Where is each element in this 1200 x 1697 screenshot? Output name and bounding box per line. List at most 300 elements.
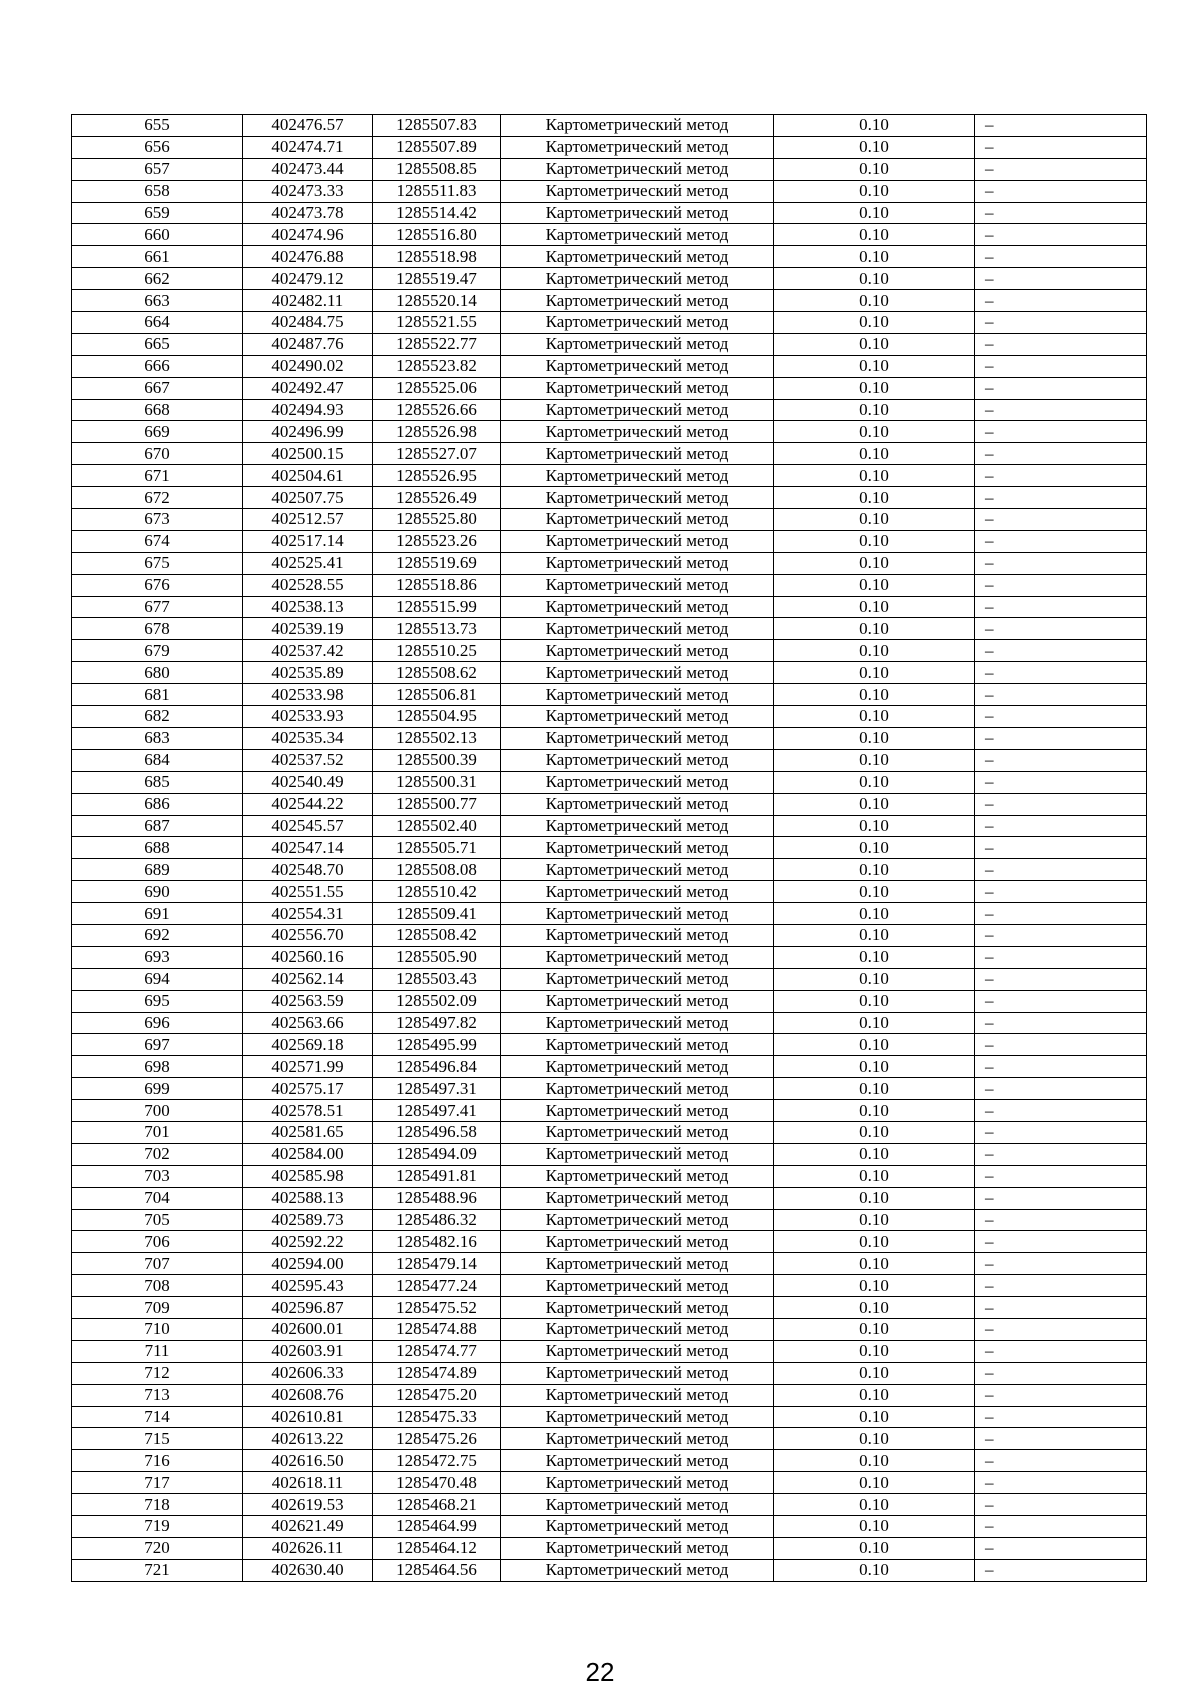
formula-cell: – <box>975 990 1147 1012</box>
x-coordinate-cell: 402538.13 <box>243 596 373 618</box>
page-number: 22 <box>585 1657 615 1687</box>
point-number-cell: 660 <box>72 224 243 246</box>
method-cell: Картометрический метод <box>501 1012 774 1034</box>
accuracy-cell: 0.10 <box>774 1362 975 1384</box>
x-coordinate-cell: 402578.51 <box>243 1100 373 1122</box>
method-cell: Картометрический метод <box>501 333 774 355</box>
x-coordinate-cell: 402476.88 <box>243 246 373 268</box>
y-coordinate-cell: 1285506.81 <box>373 684 501 706</box>
x-coordinate-cell: 402473.33 <box>243 180 373 202</box>
y-coordinate-cell: 1285514.42 <box>373 202 501 224</box>
accuracy-cell: 0.10 <box>774 1297 975 1319</box>
x-coordinate-cell: 402585.98 <box>243 1165 373 1187</box>
y-coordinate-cell: 1285522.77 <box>373 333 501 355</box>
formula-cell: – <box>975 1253 1147 1275</box>
y-coordinate-cell: 1285475.52 <box>373 1297 501 1319</box>
table-row <box>72 312 1147 334</box>
point-number-cell: 683 <box>72 727 243 749</box>
accuracy-cell: 0.10 <box>774 662 975 684</box>
x-coordinate-cell: 402547.14 <box>243 837 373 859</box>
x-coordinate-cell: 402537.52 <box>243 749 373 771</box>
y-coordinate-cell: 1285505.71 <box>373 837 501 859</box>
method-cell: Картометрический метод <box>501 1121 774 1143</box>
y-coordinate-cell: 1285502.13 <box>373 727 501 749</box>
point-number-cell: 695 <box>72 990 243 1012</box>
accuracy-cell: 0.10 <box>774 793 975 815</box>
formula-cell: – <box>975 530 1147 552</box>
formula-cell: – <box>975 903 1147 925</box>
method-cell: Картометрический метод <box>501 421 774 443</box>
point-number-cell: 673 <box>72 509 243 531</box>
x-coordinate-cell: 402596.87 <box>243 1297 373 1319</box>
x-coordinate-cell: 402517.14 <box>243 530 373 552</box>
accuracy-cell: 0.10 <box>774 859 975 881</box>
x-coordinate-cell: 402482.11 <box>243 290 373 312</box>
method-cell: Картометрический метод <box>501 312 774 334</box>
formula-cell: – <box>975 1143 1147 1165</box>
method-cell: Картометрический метод <box>501 443 774 465</box>
method-cell: Картометрический метод <box>501 1275 774 1297</box>
x-coordinate-cell: 402512.57 <box>243 509 373 531</box>
y-coordinate-cell: 1285510.42 <box>373 881 501 903</box>
x-coordinate-cell: 402589.73 <box>243 1209 373 1231</box>
x-coordinate-cell: 402528.55 <box>243 574 373 596</box>
table-row <box>72 1165 1147 1187</box>
method-cell: Картометрический метод <box>501 1143 774 1165</box>
method-cell: Картометрический метод <box>501 509 774 531</box>
method-cell: Картометрический метод <box>501 552 774 574</box>
method-cell: Картометрический метод <box>501 1537 774 1559</box>
x-coordinate-cell: 402563.66 <box>243 1012 373 1034</box>
point-number-cell: 670 <box>72 443 243 465</box>
formula-cell: – <box>975 946 1147 968</box>
accuracy-cell: 0.10 <box>774 618 975 640</box>
accuracy-cell: 0.10 <box>774 202 975 224</box>
point-number-cell: 669 <box>72 421 243 443</box>
y-coordinate-cell: 1285464.99 <box>373 1516 501 1538</box>
point-number-cell: 689 <box>72 859 243 881</box>
y-coordinate-cell: 1285502.09 <box>373 990 501 1012</box>
table-row <box>72 136 1147 158</box>
point-number-cell: 694 <box>72 968 243 990</box>
formula-cell: – <box>975 596 1147 618</box>
accuracy-cell: 0.10 <box>774 903 975 925</box>
accuracy-cell: 0.10 <box>774 224 975 246</box>
point-number-cell: 714 <box>72 1406 243 1428</box>
method-cell: Картометрический метод <box>501 136 774 158</box>
table-row <box>72 793 1147 815</box>
formula-cell: – <box>975 1275 1147 1297</box>
y-coordinate-cell: 1285486.32 <box>373 1209 501 1231</box>
y-coordinate-cell: 1285508.42 <box>373 924 501 946</box>
x-coordinate-cell: 402581.65 <box>243 1121 373 1143</box>
table-row <box>72 968 1147 990</box>
table-row <box>72 1297 1147 1319</box>
table-row <box>72 1559 1147 1581</box>
method-cell: Картометрический метод <box>501 1472 774 1494</box>
point-number-cell: 702 <box>72 1143 243 1165</box>
y-coordinate-cell: 1285513.73 <box>373 618 501 640</box>
point-number-cell: 707 <box>72 1253 243 1275</box>
table-row <box>72 290 1147 312</box>
accuracy-cell: 0.10 <box>774 1078 975 1100</box>
y-coordinate-cell: 1285479.14 <box>373 1253 501 1275</box>
point-number-cell: 699 <box>72 1078 243 1100</box>
x-coordinate-cell: 402563.59 <box>243 990 373 1012</box>
formula-cell: – <box>975 1428 1147 1450</box>
method-cell: Картометрический метод <box>501 1318 774 1340</box>
table-row <box>72 1034 1147 1056</box>
y-coordinate-cell: 1285488.96 <box>373 1187 501 1209</box>
table-row <box>72 881 1147 903</box>
point-number-cell: 678 <box>72 618 243 640</box>
table-row <box>72 421 1147 443</box>
table-row <box>72 706 1147 728</box>
x-coordinate-cell: 402537.42 <box>243 640 373 662</box>
y-coordinate-cell: 1285511.83 <box>373 180 501 202</box>
formula-cell: – <box>975 968 1147 990</box>
point-number-cell: 680 <box>72 662 243 684</box>
y-coordinate-cell: 1285518.86 <box>373 574 501 596</box>
table-row <box>72 946 1147 968</box>
method-cell: Картометрический метод <box>501 749 774 771</box>
y-coordinate-cell: 1285507.83 <box>373 115 501 137</box>
formula-cell: – <box>975 640 1147 662</box>
x-coordinate-cell: 402621.49 <box>243 1516 373 1538</box>
y-coordinate-cell: 1285523.82 <box>373 355 501 377</box>
x-coordinate-cell: 402540.49 <box>243 771 373 793</box>
method-cell: Картометрический метод <box>501 859 774 881</box>
point-number-cell: 658 <box>72 180 243 202</box>
x-coordinate-cell: 402575.17 <box>243 1078 373 1100</box>
accuracy-cell: 0.10 <box>774 727 975 749</box>
point-number-cell: 721 <box>72 1559 243 1581</box>
method-cell: Картометрический метод <box>501 1253 774 1275</box>
method-cell: Картометрический метод <box>501 1384 774 1406</box>
formula-cell: – <box>975 202 1147 224</box>
formula-cell: – <box>975 1209 1147 1231</box>
y-coordinate-cell: 1285477.24 <box>373 1275 501 1297</box>
table-row <box>72 1318 1147 1340</box>
x-coordinate-cell: 402588.13 <box>243 1187 373 1209</box>
coordinates-table <box>71 114 1147 1582</box>
table-row <box>72 1537 1147 1559</box>
formula-cell: – <box>975 706 1147 728</box>
point-number-cell: 685 <box>72 771 243 793</box>
method-cell: Картометрический метод <box>501 1406 774 1428</box>
point-number-cell: 672 <box>72 487 243 509</box>
accuracy-cell: 0.10 <box>774 421 975 443</box>
table-row <box>72 443 1147 465</box>
formula-cell: – <box>975 290 1147 312</box>
formula-cell: – <box>975 180 1147 202</box>
point-number-cell: 666 <box>72 355 243 377</box>
formula-cell: – <box>975 749 1147 771</box>
accuracy-cell: 0.10 <box>774 115 975 137</box>
accuracy-cell: 0.10 <box>774 509 975 531</box>
y-coordinate-cell: 1285496.84 <box>373 1056 501 1078</box>
formula-cell: – <box>975 793 1147 815</box>
table-row <box>72 618 1147 640</box>
formula-cell: – <box>975 136 1147 158</box>
x-coordinate-cell: 402484.75 <box>243 312 373 334</box>
y-coordinate-cell: 1285516.80 <box>373 224 501 246</box>
x-coordinate-cell: 402560.16 <box>243 946 373 968</box>
formula-cell: – <box>975 443 1147 465</box>
formula-cell: – <box>975 771 1147 793</box>
table-row <box>72 115 1147 137</box>
x-coordinate-cell: 402592.22 <box>243 1231 373 1253</box>
table-row <box>72 1472 1147 1494</box>
y-coordinate-cell: 1285525.80 <box>373 509 501 531</box>
point-number-cell: 686 <box>72 793 243 815</box>
y-coordinate-cell: 1285464.56 <box>373 1559 501 1581</box>
formula-cell: – <box>975 312 1147 334</box>
formula-cell: – <box>975 1121 1147 1143</box>
table-row <box>72 158 1147 180</box>
accuracy-cell: 0.10 <box>774 290 975 312</box>
y-coordinate-cell: 1285474.88 <box>373 1318 501 1340</box>
method-cell: Картометрический метод <box>501 815 774 837</box>
formula-cell: – <box>975 1559 1147 1581</box>
x-coordinate-cell: 402594.00 <box>243 1253 373 1275</box>
table-row <box>72 1012 1147 1034</box>
x-coordinate-cell: 402608.76 <box>243 1384 373 1406</box>
formula-cell: – <box>975 1494 1147 1516</box>
accuracy-cell: 0.10 <box>774 312 975 334</box>
point-number-cell: 718 <box>72 1494 243 1516</box>
formula-cell: – <box>975 1450 1147 1472</box>
accuracy-cell: 0.10 <box>774 1034 975 1056</box>
point-number-cell: 668 <box>72 399 243 421</box>
point-number-cell: 698 <box>72 1056 243 1078</box>
formula-cell: – <box>975 268 1147 290</box>
point-number-cell: 711 <box>72 1340 243 1362</box>
point-number-cell: 704 <box>72 1187 243 1209</box>
y-coordinate-cell: 1285521.55 <box>373 312 501 334</box>
accuracy-cell: 0.10 <box>774 574 975 596</box>
method-cell: Картометрический метод <box>501 1559 774 1581</box>
accuracy-cell: 0.10 <box>774 1340 975 1362</box>
table-row <box>72 465 1147 487</box>
point-number-cell: 709 <box>72 1297 243 1319</box>
method-cell: Картометрический метод <box>501 355 774 377</box>
table-row <box>72 727 1147 749</box>
method-cell: Картометрический метод <box>501 990 774 1012</box>
y-coordinate-cell: 1285497.82 <box>373 1012 501 1034</box>
formula-cell: – <box>975 115 1147 137</box>
x-coordinate-cell: 402606.33 <box>243 1362 373 1384</box>
formula-cell: – <box>975 487 1147 509</box>
accuracy-cell: 0.10 <box>774 1143 975 1165</box>
point-number-cell: 715 <box>72 1428 243 1450</box>
y-coordinate-cell: 1285519.69 <box>373 552 501 574</box>
method-cell: Картометрический метод <box>501 618 774 640</box>
x-coordinate-cell: 402626.11 <box>243 1537 373 1559</box>
formula-cell: – <box>975 1472 1147 1494</box>
formula-cell: – <box>975 1406 1147 1428</box>
y-coordinate-cell: 1285494.09 <box>373 1143 501 1165</box>
formula-cell: – <box>975 574 1147 596</box>
x-coordinate-cell: 402600.01 <box>243 1318 373 1340</box>
table-row <box>72 487 1147 509</box>
table-row <box>72 1384 1147 1406</box>
accuracy-cell: 0.10 <box>774 1537 975 1559</box>
y-coordinate-cell: 1285474.89 <box>373 1362 501 1384</box>
y-coordinate-cell: 1285500.31 <box>373 771 501 793</box>
x-coordinate-cell: 402535.89 <box>243 662 373 684</box>
x-coordinate-cell: 402562.14 <box>243 968 373 990</box>
method-cell: Картометрический метод <box>501 115 774 137</box>
point-number-cell: 716 <box>72 1450 243 1472</box>
y-coordinate-cell: 1285507.89 <box>373 136 501 158</box>
y-coordinate-cell: 1285508.62 <box>373 662 501 684</box>
formula-cell: – <box>975 158 1147 180</box>
method-cell: Картометрический метод <box>501 903 774 925</box>
table-row <box>72 1187 1147 1209</box>
x-coordinate-cell: 402569.18 <box>243 1034 373 1056</box>
x-coordinate-cell: 402507.75 <box>243 487 373 509</box>
point-number-cell: 657 <box>72 158 243 180</box>
formula-cell: – <box>975 1078 1147 1100</box>
y-coordinate-cell: 1285518.98 <box>373 246 501 268</box>
table-row <box>72 1253 1147 1275</box>
method-cell: Картометрический метод <box>501 1209 774 1231</box>
formula-cell: – <box>975 399 1147 421</box>
point-number-cell: 687 <box>72 815 243 837</box>
x-coordinate-cell: 402619.53 <box>243 1494 373 1516</box>
x-coordinate-cell: 402613.22 <box>243 1428 373 1450</box>
point-number-cell: 706 <box>72 1231 243 1253</box>
table-row <box>72 1340 1147 1362</box>
point-number-cell: 705 <box>72 1209 243 1231</box>
point-number-cell: 712 <box>72 1362 243 1384</box>
y-coordinate-cell: 1285475.33 <box>373 1406 501 1428</box>
point-number-cell: 719 <box>72 1516 243 1538</box>
table-row <box>72 1450 1147 1472</box>
accuracy-cell: 0.10 <box>774 1406 975 1428</box>
table-row <box>72 202 1147 224</box>
table-row <box>72 333 1147 355</box>
table-row <box>72 1516 1147 1538</box>
y-coordinate-cell: 1285474.77 <box>373 1340 501 1362</box>
method-cell: Картометрический метод <box>501 727 774 749</box>
method-cell: Картометрический метод <box>501 1428 774 1450</box>
point-number-cell: 682 <box>72 706 243 728</box>
table-row <box>72 268 1147 290</box>
accuracy-cell: 0.10 <box>774 333 975 355</box>
formula-cell: – <box>975 1537 1147 1559</box>
point-number-cell: 675 <box>72 552 243 574</box>
point-number-cell: 691 <box>72 903 243 925</box>
formula-cell: – <box>975 421 1147 443</box>
x-coordinate-cell: 402544.22 <box>243 793 373 815</box>
y-coordinate-cell: 1285497.31 <box>373 1078 501 1100</box>
y-coordinate-cell: 1285508.85 <box>373 158 501 180</box>
x-coordinate-cell: 402571.99 <box>243 1056 373 1078</box>
method-cell: Картометрический метод <box>501 377 774 399</box>
point-number-cell: 690 <box>72 881 243 903</box>
y-coordinate-cell: 1285495.99 <box>373 1034 501 1056</box>
formula-cell: – <box>975 1012 1147 1034</box>
accuracy-cell: 0.10 <box>774 1253 975 1275</box>
table-row <box>72 1406 1147 1428</box>
accuracy-cell: 0.10 <box>774 881 975 903</box>
y-coordinate-cell: 1285515.99 <box>373 596 501 618</box>
y-coordinate-cell: 1285525.06 <box>373 377 501 399</box>
accuracy-cell: 0.10 <box>774 640 975 662</box>
x-coordinate-cell: 402504.61 <box>243 465 373 487</box>
coordinates-table-body <box>72 115 1147 1582</box>
formula-cell: – <box>975 837 1147 859</box>
accuracy-cell: 0.10 <box>774 180 975 202</box>
method-cell: Картометрический метод <box>501 662 774 684</box>
point-number-cell: 679 <box>72 640 243 662</box>
table-row <box>72 1275 1147 1297</box>
table-row <box>72 815 1147 837</box>
point-number-cell: 665 <box>72 333 243 355</box>
accuracy-cell: 0.10 <box>774 136 975 158</box>
accuracy-cell: 0.10 <box>774 1056 975 1078</box>
formula-cell: – <box>975 618 1147 640</box>
formula-cell: – <box>975 1340 1147 1362</box>
formula-cell: – <box>975 552 1147 574</box>
method-cell: Картометрический метод <box>501 706 774 728</box>
formula-cell: – <box>975 727 1147 749</box>
formula-cell: – <box>975 662 1147 684</box>
table-row <box>72 837 1147 859</box>
table-row <box>72 377 1147 399</box>
y-coordinate-cell: 1285527.07 <box>373 443 501 465</box>
point-number-cell: 717 <box>72 1472 243 1494</box>
point-number-cell: 713 <box>72 1384 243 1406</box>
method-cell: Картометрический метод <box>501 771 774 793</box>
formula-cell: – <box>975 1056 1147 1078</box>
method-cell: Картометрический метод <box>501 1187 774 1209</box>
method-cell: Картометрический метод <box>501 924 774 946</box>
accuracy-cell: 0.10 <box>774 465 975 487</box>
x-coordinate-cell: 402551.55 <box>243 881 373 903</box>
table-row <box>72 399 1147 421</box>
y-coordinate-cell: 1285510.25 <box>373 640 501 662</box>
y-coordinate-cell: 1285500.39 <box>373 749 501 771</box>
table-row <box>72 924 1147 946</box>
formula-cell: – <box>975 1231 1147 1253</box>
method-cell: Картометрический метод <box>501 202 774 224</box>
accuracy-cell: 0.10 <box>774 837 975 859</box>
method-cell: Картометрический метод <box>501 487 774 509</box>
table-row <box>72 859 1147 881</box>
formula-cell: – <box>975 465 1147 487</box>
point-number-cell: 681 <box>72 684 243 706</box>
table-row <box>72 224 1147 246</box>
method-cell: Картометрический метод <box>501 574 774 596</box>
y-coordinate-cell: 1285509.41 <box>373 903 501 925</box>
x-coordinate-cell: 402500.15 <box>243 443 373 465</box>
accuracy-cell: 0.10 <box>774 771 975 793</box>
formula-cell: – <box>975 684 1147 706</box>
formula-cell: – <box>975 377 1147 399</box>
method-cell: Картометрический метод <box>501 1231 774 1253</box>
formula-cell: – <box>975 1187 1147 1209</box>
method-cell: Картометрический метод <box>501 530 774 552</box>
formula-cell: – <box>975 815 1147 837</box>
table-row <box>72 990 1147 1012</box>
x-coordinate-cell: 402556.70 <box>243 924 373 946</box>
formula-cell: – <box>975 1297 1147 1319</box>
y-coordinate-cell: 1285526.95 <box>373 465 501 487</box>
x-coordinate-cell: 402496.99 <box>243 421 373 443</box>
